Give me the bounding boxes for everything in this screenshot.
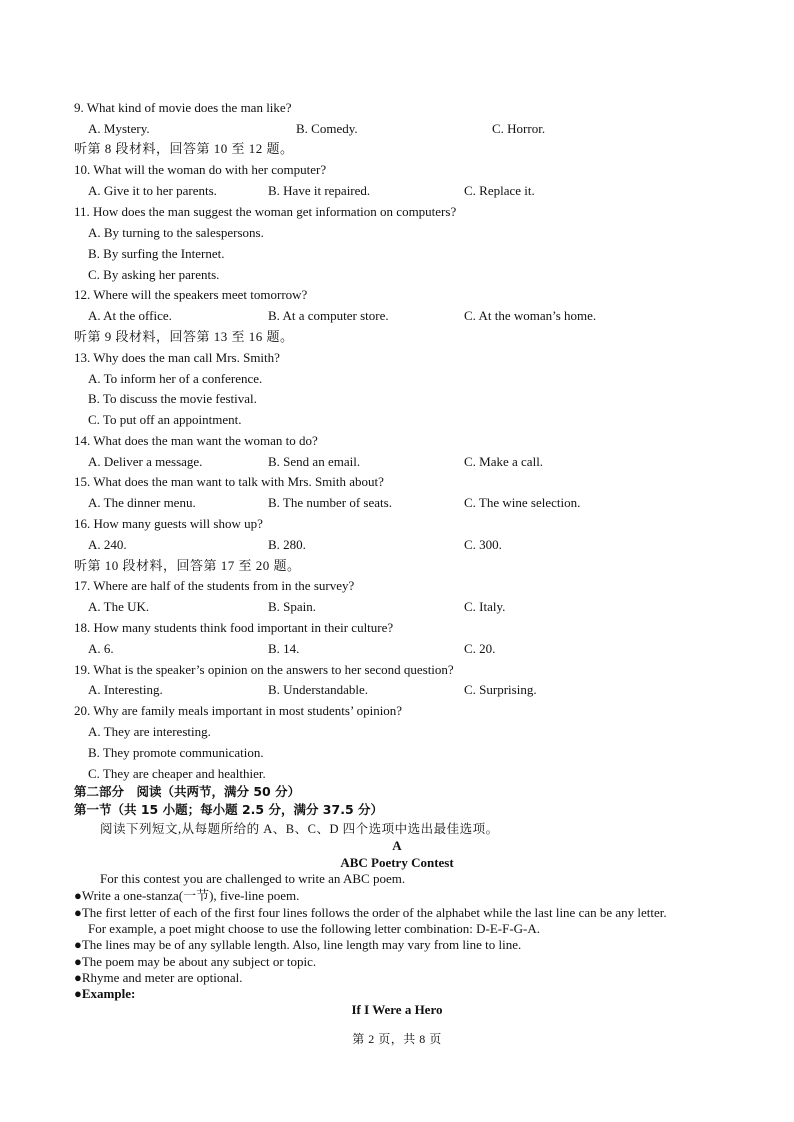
reading-instruction: 阅读下列短文,从每题所给的 A、B、C、D 四个选项中选出最佳选项。	[100, 822, 499, 836]
question-18-option-c: C. 20.	[464, 641, 496, 656]
question-19-option-b: B. Understandable.	[268, 682, 369, 697]
rule-bullet-2: ●The first letter of each of the first four lines follows the order of the alphabet while the last line can be any letter.	[74, 905, 667, 920]
question-17-option-a: A. The UK.	[88, 599, 150, 614]
question-13-option-c: C. To put off an appointment.	[88, 412, 242, 427]
question-20-option-c: C. They are cheaper and healthier.	[88, 766, 266, 781]
question-20-option-a: A. They are interesting.	[88, 724, 211, 739]
rule-bullet-4: ●The poem may be about any subject or topic.	[74, 954, 317, 969]
question-19-stem: 19. What is the speaker’s opinion on the answers to her second question?	[74, 662, 454, 677]
part-two-title: 第二部分 阅读（共两节，满分 50 分）	[74, 784, 301, 799]
question-14-option-b: B. Send an email.	[268, 454, 361, 469]
question-9-option-c: C. Horror.	[492, 121, 546, 136]
rule-bullet-example: ●Example:	[74, 986, 136, 1001]
question-12-option-c: C. At the woman’s home.	[464, 308, 597, 323]
question-16-option-c: C. 300.	[464, 537, 502, 552]
passage-intro: For this contest you are challenged to write an ABC poem.	[100, 871, 406, 886]
question-15-stem: 15. What does the man want to talk with Mrs. Smith about?	[74, 474, 384, 489]
question-13-option-a: A. To inform her of a conference.	[88, 371, 263, 386]
rule-bullet-1: ●Write a one-stanza(一节), five-line poem.	[74, 888, 300, 903]
question-20-option-b: B. They promote communication.	[88, 745, 264, 760]
question-11-stem: 11. How does the man suggest the woman get information on computers?	[74, 204, 457, 219]
instruction-passage-8: 听第 8 段材料，回答第 10 至 12 题。	[74, 141, 294, 156]
question-12-option-a: A. At the office.	[88, 308, 172, 323]
passage-letter: A	[392, 838, 402, 853]
question-18-option-b: B. 14.	[268, 641, 300, 656]
question-16-stem: 16. How many guests will show up?	[74, 516, 263, 531]
question-14-option-c: C. Make a call.	[464, 454, 544, 469]
question-14-stem: 14. What does the man want the woman to do?	[74, 433, 318, 448]
question-17-option-b: B. Spain.	[268, 599, 317, 614]
rule-bullet-3: ●The lines may be of any syllable length. Also, line length may vary from line to line.	[74, 937, 522, 952]
question-10-stem: 10. What will the woman do with her computer?	[74, 162, 327, 177]
question-14-option-a: A. Deliver a message.	[88, 454, 203, 469]
question-10-option-c: C. Replace it.	[464, 183, 535, 198]
page-footer: 第 2 页，共 8 页	[352, 1032, 442, 1046]
section-one-title: 第一节（共 15 小题；每小题 2.5 分，满分 37.5 分）	[74, 802, 383, 817]
question-17-option-c: C. Italy.	[464, 599, 506, 614]
question-13-stem: 13. Why does the man call Mrs. Smith?	[74, 350, 280, 365]
question-10-option-b: B. Have it repaired.	[268, 183, 371, 198]
question-13-option-b: B. To discuss the movie festival.	[88, 391, 257, 406]
question-16-option-b: B. 280.	[268, 537, 306, 552]
question-15-option-a: A. The dinner menu.	[88, 495, 196, 510]
question-18-option-a: A. 6.	[88, 641, 114, 656]
question-15-option-b: B. The number of seats.	[268, 495, 392, 510]
question-18-stem: 18. How many students think food important in their culture?	[74, 620, 394, 635]
question-10-option-a: A. Give it to her parents.	[88, 183, 217, 198]
question-12-stem: 12. Where will the speakers meet tomorrow?	[74, 287, 308, 302]
rule-bullet-2-example: For example, a poet might choose to use the following letter combination: D-E-F-G-A.	[88, 921, 541, 936]
rule-bullet-5: ●Rhyme and meter are optional.	[74, 970, 243, 985]
passage-title: ABC Poetry Contest	[340, 855, 454, 870]
instruction-passage-10: 听第 10 段材料，回答第 17 至 20 题。	[74, 558, 301, 573]
question-9-option-a: A. Mystery.	[88, 121, 150, 136]
question-12-option-b: B. At a computer store.	[268, 308, 389, 323]
question-20-stem: 20. Why are family meals important in most students’ opinion?	[74, 703, 403, 718]
question-19-option-c: C. Surprising.	[464, 682, 537, 697]
question-17-stem: 17. Where are half of the students from in the survey?	[74, 578, 355, 593]
example-poem-title: If I Were a Hero	[351, 1002, 443, 1017]
instruction-passage-9: 听第 9 段材料，回答第 13 至 16 题。	[74, 329, 294, 344]
question-11-option-c: C. By asking her parents.	[88, 267, 220, 282]
question-11-option-a: A. By turning to the salespersons.	[88, 225, 264, 240]
question-9-stem: 9. What kind of movie does the man like?	[74, 100, 292, 115]
question-16-option-a: A. 240.	[88, 537, 127, 552]
question-11-option-b: B. By surfing the Internet.	[88, 246, 225, 261]
question-9-option-b: B. Comedy.	[296, 121, 358, 136]
question-19-option-a: A. Interesting.	[88, 682, 163, 697]
question-15-option-c: C. The wine selection.	[464, 495, 581, 510]
